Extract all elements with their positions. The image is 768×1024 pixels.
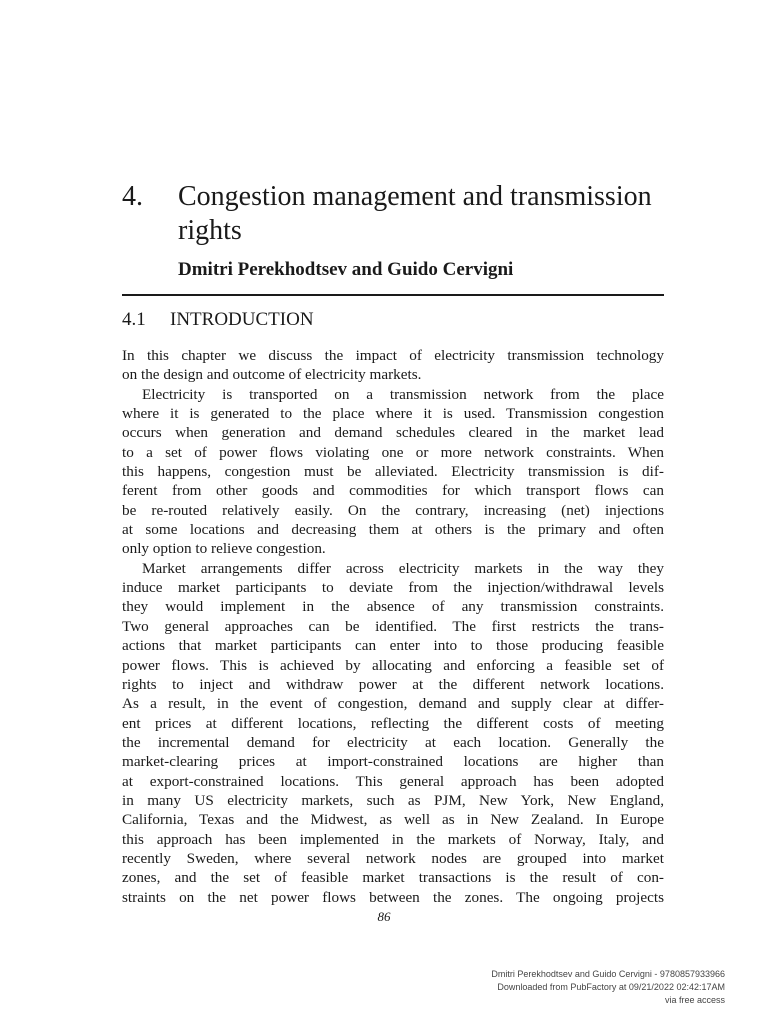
- text-line: In this chapter we discuss the impact of electricity transmission technology: [122, 347, 664, 364]
- text-line: actions that market participants can enter into to those producing feasible: [122, 637, 664, 655]
- text-line: this approach has been implemented in the markets of Norway, Italy, and: [122, 830, 664, 848]
- download-notice-line: Dmitri Perekhodtsev and Guido Cervigni - 9780857933966: [491, 969, 725, 979]
- chapter-title-row: [122, 180, 682, 248]
- text-line: induce market participants to deviate from the injection/withdrawal levels: [122, 579, 664, 597]
- text-line: ent prices at different locations, reflecting the different costs of meeting: [122, 714, 664, 732]
- text-line: where it is generated to the place where it is used. Transmission congestion: [122, 405, 664, 423]
- text-line: Two general approaches can be identified. The first restricts the trans-: [122, 617, 664, 635]
- text-line: market-clearing prices at import-constrained locations are higher than: [122, 753, 664, 771]
- chapter-authors: Dmitri Perekhodtsev and Guido Cervigni: [178, 259, 514, 280]
- chapter-title: Congestion management and transmission rights: [178, 181, 652, 246]
- section-title: INTRODUCTION: [170, 309, 314, 330]
- text-line: zones, and the set of feasible market transactions is the result of con-: [122, 869, 664, 887]
- chapter-heading: [122, 180, 682, 282]
- text-line: California, Texas and the Midwest, as well as in New Zealand. In Europe: [122, 811, 664, 829]
- text-line: in many US electricity markets, such as PJM, New York, New England,: [122, 791, 664, 809]
- text-line: to a set of power flows violating one or more network constraints. When: [122, 443, 664, 461]
- title-divider: [122, 294, 664, 296]
- text-line: Market arrangements differ across electricity markets in the way they: [142, 559, 664, 577]
- download-notice: [491, 968, 725, 1007]
- text-line: As a result, in the event of congestion, demand and supply clear at differ-: [122, 695, 664, 713]
- text-line: at some locations and decreasing them at others is the primary and often: [122, 521, 664, 539]
- text-line: Electricity is transported on a transmission network from the place: [142, 385, 664, 403]
- text-line: the incremental demand for electricity at each location. Generally the: [122, 733, 664, 751]
- text-line: ferent from other goods and commodities for which transport flows can: [122, 482, 664, 500]
- page-number: 86: [377, 909, 391, 924]
- body-text: [122, 346, 664, 907]
- text-line: rights to inject and withdraw power at the different network locations.: [122, 675, 664, 693]
- text-line: straints on the net power flows between the zones. The ongoing projects: [122, 888, 664, 906]
- text-line: be re-routed relatively easily. On the contrary, increasing (net) injections: [122, 501, 664, 519]
- text-line: occurs when generation and demand schedules cleared in the market lead: [122, 424, 664, 442]
- text-line: recently Sweden, where several network nodes are grouped into market: [122, 849, 664, 867]
- download-notice-line: Downloaded from PubFactory at 09/21/2022 02:42:17AM: [497, 982, 725, 992]
- text-line: this happens, congestion must be alleviated. Electricity transmission is dif-: [122, 463, 664, 481]
- section-heading: [122, 308, 314, 332]
- text-line: only option to relieve congestion.: [122, 540, 326, 558]
- section-number: 4.1: [122, 309, 146, 330]
- text-line: power flows. This is achieved by allocating and enforcing a feasible set of: [122, 656, 664, 674]
- chapter-number: 4.: [122, 181, 143, 212]
- text-line: at export-constrained locations. This general approach has been adopted: [122, 772, 664, 790]
- download-notice-line: via free access: [664, 995, 725, 1005]
- text-line: they would implement in the absence of any transmission constraints.: [122, 598, 664, 616]
- text-line: on the design and outcome of electricity markets.: [122, 366, 422, 384]
